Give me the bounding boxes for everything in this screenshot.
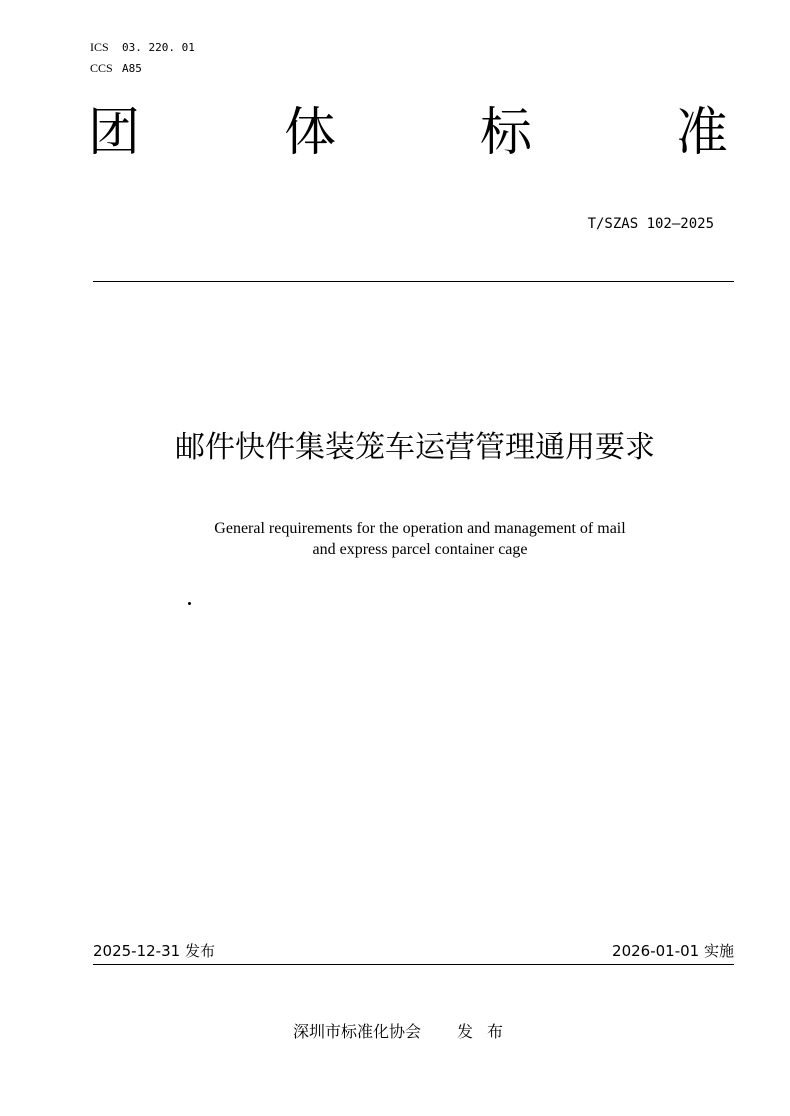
ccs-label: CCS [90, 61, 113, 75]
implementation-date: 2026-01-01 实施 [612, 942, 734, 960]
release-date: 2025-12-31 发布 [93, 942, 215, 960]
ics-label: ICS [90, 40, 109, 54]
standard-type-heading [88, 98, 728, 168]
top-divider [93, 281, 734, 282]
document-title-en-line-1: General requirements for the operation and management of mail [214, 520, 626, 537]
ics-value: 03. 220. 01 [122, 41, 195, 54]
document-title-en [120, 518, 720, 560]
publisher-action: 发布 [457, 1022, 518, 1041]
document-title-en-line-2: and express parcel container cage [312, 541, 528, 558]
standard-type-char-4: 准 [675, 103, 728, 163]
ccs-value: A85 [122, 62, 142, 75]
publisher-name: 深圳市标准化协会 [292, 1022, 421, 1041]
standard-type-char-3: 标 [479, 103, 532, 163]
standard-number: T/SZAS 102—2025 [587, 216, 714, 232]
stray-dot-mark [188, 602, 191, 605]
publisher-line [0, 1019, 790, 1042]
classification-codes [90, 37, 195, 79]
ics-code-row [90, 37, 195, 58]
ccs-code-row [90, 58, 195, 79]
document-title-zh: 邮件快件集装笼车运营管理通用要求 [175, 430, 655, 465]
standard-type-char-2: 体 [283, 103, 336, 163]
bottom-divider [93, 964, 734, 965]
standard-type-char-1: 团 [88, 103, 141, 163]
